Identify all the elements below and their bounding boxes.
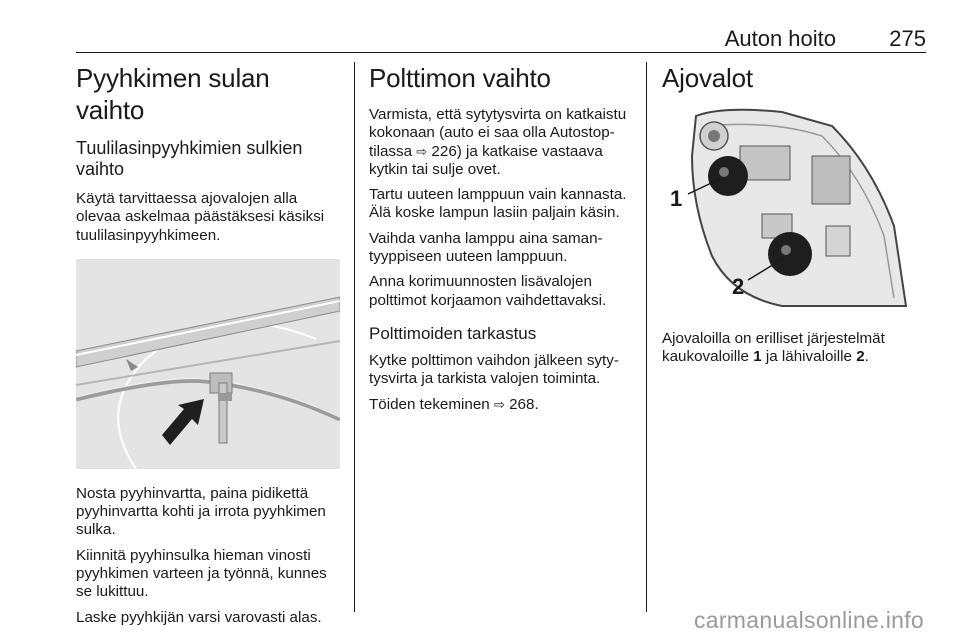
headlight-illustration: [662, 106, 926, 314]
column-divider-1: [354, 62, 355, 612]
cross-reference-page[interactable]: 226: [431, 142, 457, 160]
bulb-paragraph-2: Tartu uuteen lamppuun vain kannasta. Älä koske lampun lasiin paljain käsin.: [369, 186, 627, 222]
page-header: [76, 26, 926, 54]
column-bulb-replacement: [369, 62, 633, 421]
callout-1: 1: [670, 186, 683, 211]
headlight-unit-illustration: [662, 106, 926, 314]
bulb-paragraph-5: Kytke polttimon vaihdon jälkeen sytytysvirta ja tarkista valojen toiminta.: [369, 351, 619, 388]
wiper-paragraph-1: Käytä tarvittaessa ajovalojen alla olevaa askelmaa päästäksesi käsiksi tuulilasinpyyhkimeen.: [76, 190, 325, 244]
wiper-paragraph-2: Nosta pyyhinvartta, paina pidikettä pyyhinvartta kohti ja irrota pyyhkimen sulka.: [76, 484, 326, 539]
wiper-blade-illustration: [76, 259, 340, 469]
column-wiper: [76, 62, 342, 634]
headlights-heading: Ajovalot: [662, 63, 753, 93]
page-number: 275: [889, 26, 926, 51]
wiper-subheading: Tuulilasinpyyhkimien sulkien vaihto: [76, 138, 303, 179]
wiper-paragraph-4: Laske pyyhkijän varsi varovasti alas.: [76, 608, 322, 626]
wiper-illustration: [76, 259, 340, 469]
cross-reference-arrow-icon: ⇨: [416, 143, 428, 159]
bulb-heading: Polttimon vaihto: [369, 63, 551, 93]
cross-reference-arrow-icon: ⇨: [493, 396, 505, 412]
header-rule: [76, 52, 926, 53]
callout-2: 2: [732, 274, 745, 299]
bulb-paragraph-3: Vaihda vanha lamppu aina samantyyppiseen uuteen lamppuun.: [369, 229, 603, 266]
wiper-paragraph-3: Kiinnitä pyyhinsulka hieman vinosti pyyhkimen varteen ja työnnä, kunnes se lukittuu.: [76, 546, 327, 601]
wiper-heading: Pyyhkimen sulan vaihto: [76, 63, 270, 125]
callout-ref-1: 1: [753, 348, 762, 366]
column-headlights: [662, 62, 926, 374]
callout-ref-2: 2: [856, 348, 865, 366]
bulb-paragraph-1: Varmista, että sytytysvirta on katkaistu kokonaan (auto ei saa olla Autostop-tilassa ⇨ 226) ja katkaise vastaava kytkin tai sulje ovet.: [369, 106, 627, 178]
bulb-check-subheading: Polttimoiden tarkastus: [369, 323, 537, 343]
bulb-paragraph-4: Anna korimuunnosten lisävalojen polttimot korjaamon vaihdettavaksi.: [369, 273, 607, 309]
bulb-paragraph-6: Töiden tekeminen ⇨ 268.: [369, 395, 539, 413]
watermark: carmanualsonline.info: [693, 607, 924, 633]
column-divider-2: [646, 62, 647, 612]
section-title: Auton hoito: [724, 26, 836, 51]
cross-reference-page[interactable]: 268: [509, 395, 535, 413]
headlights-paragraph-1: Ajovaloilla on erilliset järjestelmät kaukovaloille 1 ja lähivaloille 2.: [662, 330, 885, 366]
